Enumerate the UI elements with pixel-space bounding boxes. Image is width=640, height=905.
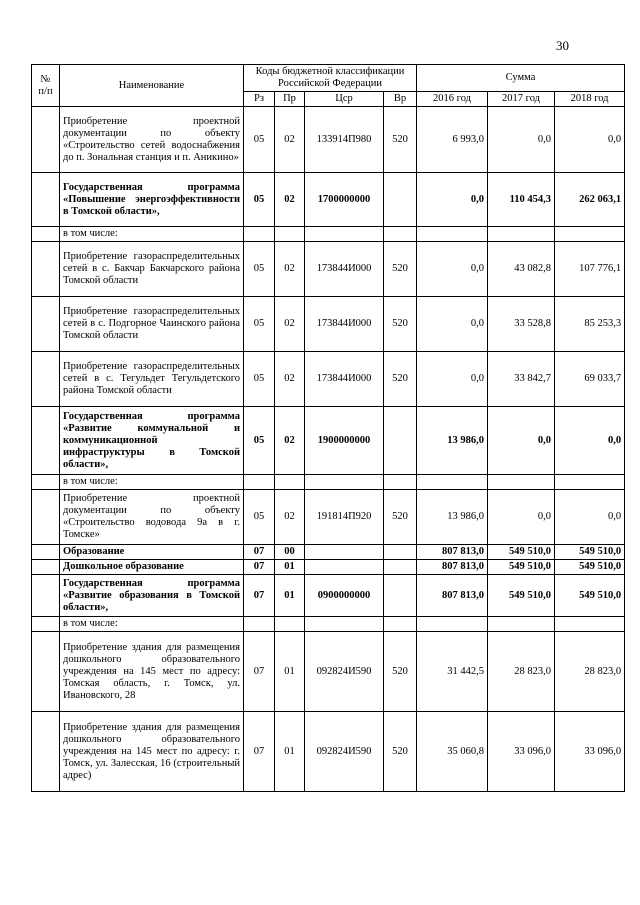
cell-2018	[555, 227, 625, 242]
table-row	[32, 575, 625, 617]
cell-csr	[305, 227, 384, 242]
cell-csr: 092824И590	[305, 712, 384, 792]
cell-rz	[244, 617, 275, 632]
cell-vr	[384, 575, 417, 617]
cell-vr: 520	[384, 352, 417, 407]
cell-pr: 00	[275, 545, 305, 560]
cell-name: Государственная программа «Повышение энергоэффективности в Томской области»,	[60, 173, 244, 227]
table-row	[32, 560, 625, 575]
table-row	[32, 490, 625, 545]
cell-rz: 05	[244, 352, 275, 407]
table-row	[32, 227, 625, 242]
cell-csr: 191814П920	[305, 490, 384, 545]
cell-2018: 0,0	[555, 407, 625, 475]
cell-vr: 520	[384, 297, 417, 352]
cell-pr: 01	[275, 632, 305, 712]
cell-pr: 02	[275, 242, 305, 297]
cell-name: в том числе:	[60, 227, 244, 242]
cell-pr: 02	[275, 352, 305, 407]
cell-vr	[384, 407, 417, 475]
cell-num	[32, 632, 60, 712]
header-rz: Рз	[244, 92, 275, 107]
cell-2016: 807 813,0	[417, 560, 488, 575]
cell-name: Приобретение газораспределительных сетей в с. Подгорное Чаинского района Томской области	[60, 297, 244, 352]
header-codes: Коды бюджетной классификации Российской Федерации	[244, 65, 417, 92]
cell-num	[32, 107, 60, 173]
table-row	[32, 475, 625, 490]
cell-2017: 0,0	[488, 407, 555, 475]
header-2018: 2018 год	[555, 92, 625, 107]
cell-2016	[417, 617, 488, 632]
cell-name: Дошкольное образование	[60, 560, 244, 575]
cell-name: в том числе:	[60, 617, 244, 632]
cell-num	[32, 560, 60, 575]
cell-pr	[275, 617, 305, 632]
cell-pr	[275, 227, 305, 242]
cell-name: Приобретение проектной документации по объекту «Строительство водовода 9а в г. Томске»	[60, 490, 244, 545]
cell-num	[32, 490, 60, 545]
cell-2017: 33 096,0	[488, 712, 555, 792]
cell-2016: 0,0	[417, 242, 488, 297]
cell-csr: 173844И000	[305, 352, 384, 407]
cell-rz: 05	[244, 297, 275, 352]
cell-pr: 01	[275, 712, 305, 792]
cell-csr: 1900000000	[305, 407, 384, 475]
cell-2016: 35 060,8	[417, 712, 488, 792]
cell-num	[32, 297, 60, 352]
cell-name: Приобретение проектной документации по объекту «Строительство сетей водоснабжения до п. Зональная станция и п. Аникино»	[60, 107, 244, 173]
cell-2016: 0,0	[417, 352, 488, 407]
cell-2018: 28 823,0	[555, 632, 625, 712]
cell-num	[32, 712, 60, 792]
cell-num	[32, 173, 60, 227]
header-sum: Сумма	[417, 65, 625, 92]
cell-2016: 807 813,0	[417, 545, 488, 560]
cell-2018	[555, 617, 625, 632]
cell-num	[32, 407, 60, 475]
cell-2017: 549 510,0	[488, 560, 555, 575]
cell-name: Образование	[60, 545, 244, 560]
cell-2017: 0,0	[488, 107, 555, 173]
cell-csr	[305, 475, 384, 490]
cell-vr	[384, 545, 417, 560]
cell-2017: 549 510,0	[488, 575, 555, 617]
cell-pr: 02	[275, 107, 305, 173]
cell-2016: 0,0	[417, 297, 488, 352]
cell-pr: 01	[275, 560, 305, 575]
cell-2017	[488, 617, 555, 632]
cell-2017: 33 842,7	[488, 352, 555, 407]
header-csr: Цср	[305, 92, 384, 107]
cell-num	[32, 352, 60, 407]
cell-rz	[244, 475, 275, 490]
header-2017: 2017 год	[488, 92, 555, 107]
cell-num	[32, 475, 60, 490]
cell-num	[32, 242, 60, 297]
cell-pr	[275, 475, 305, 490]
table-row	[32, 173, 625, 227]
cell-vr	[384, 173, 417, 227]
table-row	[32, 242, 625, 297]
header-pr: Пр	[275, 92, 305, 107]
budget-table	[31, 64, 625, 792]
cell-2018: 262 063,1	[555, 173, 625, 227]
cell-2018: 107 776,1	[555, 242, 625, 297]
table-row	[32, 407, 625, 475]
cell-rz: 07	[244, 560, 275, 575]
table-row	[32, 352, 625, 407]
cell-name: Государственная программа «Развитие коммунальной и коммуникационной инфраструктуры в Томской области»,	[60, 407, 244, 475]
cell-name: Государственная программа «Развитие образования в Томской области»,	[60, 575, 244, 617]
table-body	[32, 107, 625, 792]
cell-csr: 1700000000	[305, 173, 384, 227]
cell-pr: 02	[275, 407, 305, 475]
cell-num	[32, 227, 60, 242]
cell-2018: 0,0	[555, 490, 625, 545]
cell-2017	[488, 227, 555, 242]
cell-num	[32, 617, 60, 632]
cell-rz: 05	[244, 242, 275, 297]
cell-num	[32, 545, 60, 560]
cell-csr: 173844И000	[305, 297, 384, 352]
cell-vr: 520	[384, 712, 417, 792]
cell-csr: 0900000000	[305, 575, 384, 617]
table-row	[32, 107, 625, 173]
cell-name: в том числе:	[60, 475, 244, 490]
cell-2017: 549 510,0	[488, 545, 555, 560]
page-number: 30	[556, 38, 569, 53]
header-num: № п/п	[32, 65, 60, 107]
cell-2018: 549 510,0	[555, 560, 625, 575]
cell-rz: 05	[244, 107, 275, 173]
cell-2018: 85 253,3	[555, 297, 625, 352]
cell-vr: 520	[384, 490, 417, 545]
cell-rz: 05	[244, 490, 275, 545]
cell-rz	[244, 227, 275, 242]
cell-2018: 33 096,0	[555, 712, 625, 792]
cell-rz: 05	[244, 407, 275, 475]
cell-csr	[305, 560, 384, 575]
table-row	[32, 297, 625, 352]
cell-2018: 0,0	[555, 107, 625, 173]
cell-csr	[305, 545, 384, 560]
cell-vr	[384, 475, 417, 490]
cell-vr: 520	[384, 242, 417, 297]
cell-2018: 69 033,7	[555, 352, 625, 407]
cell-2016: 0,0	[417, 173, 488, 227]
cell-2016	[417, 475, 488, 490]
cell-vr	[384, 617, 417, 632]
cell-vr	[384, 227, 417, 242]
cell-pr: 01	[275, 575, 305, 617]
cell-2017: 43 082,8	[488, 242, 555, 297]
cell-rz: 07	[244, 575, 275, 617]
cell-2016	[417, 227, 488, 242]
cell-2018	[555, 475, 625, 490]
header-2016: 2016 год	[417, 92, 488, 107]
cell-rz: 05	[244, 173, 275, 227]
cell-2017: 28 823,0	[488, 632, 555, 712]
cell-rz: 07	[244, 712, 275, 792]
cell-name: Приобретение газораспределительных сетей в с. Бакчар Бакчарского района Томской области	[60, 242, 244, 297]
cell-2016: 13 986,0	[417, 407, 488, 475]
table-row	[32, 632, 625, 712]
cell-2017: 33 528,8	[488, 297, 555, 352]
cell-pr: 02	[275, 173, 305, 227]
cell-vr: 520	[384, 107, 417, 173]
cell-num	[32, 575, 60, 617]
cell-vr: 520	[384, 632, 417, 712]
cell-2017	[488, 475, 555, 490]
cell-vr	[384, 560, 417, 575]
cell-2016: 807 813,0	[417, 575, 488, 617]
table-row	[32, 712, 625, 792]
cell-2017: 0,0	[488, 490, 555, 545]
cell-rz: 07	[244, 632, 275, 712]
cell-csr: 133914П980	[305, 107, 384, 173]
cell-2016: 13 986,0	[417, 490, 488, 545]
cell-name: Приобретение газораспределительных сетей в с. Тегульдет Тегульдетского района Томской области	[60, 352, 244, 407]
cell-name: Приобретение здания для размещения дошкольного образовательного учреждения на 145 мест по адресу: Томская область, г. Томск, ул. Ивановского, 28	[60, 632, 244, 712]
table-row	[32, 617, 625, 632]
header-vr: Вр	[384, 92, 417, 107]
table-row	[32, 545, 625, 560]
cell-csr: 173844И000	[305, 242, 384, 297]
cell-pr: 02	[275, 297, 305, 352]
cell-csr	[305, 617, 384, 632]
cell-2016: 31 442,5	[417, 632, 488, 712]
header-name: Наименование	[60, 65, 244, 107]
cell-2018: 549 510,0	[555, 545, 625, 560]
cell-2017: 110 454,3	[488, 173, 555, 227]
cell-csr: 092824И590	[305, 632, 384, 712]
cell-name: Приобретение здания для размещения дошкольного образовательного учреждения на 145 мест по адресу: г. Томск, ул. Залесская, 16 (строительный адрес)	[60, 712, 244, 792]
cell-pr: 02	[275, 490, 305, 545]
cell-rz: 07	[244, 545, 275, 560]
cell-2016: 6 993,0	[417, 107, 488, 173]
cell-2018: 549 510,0	[555, 575, 625, 617]
